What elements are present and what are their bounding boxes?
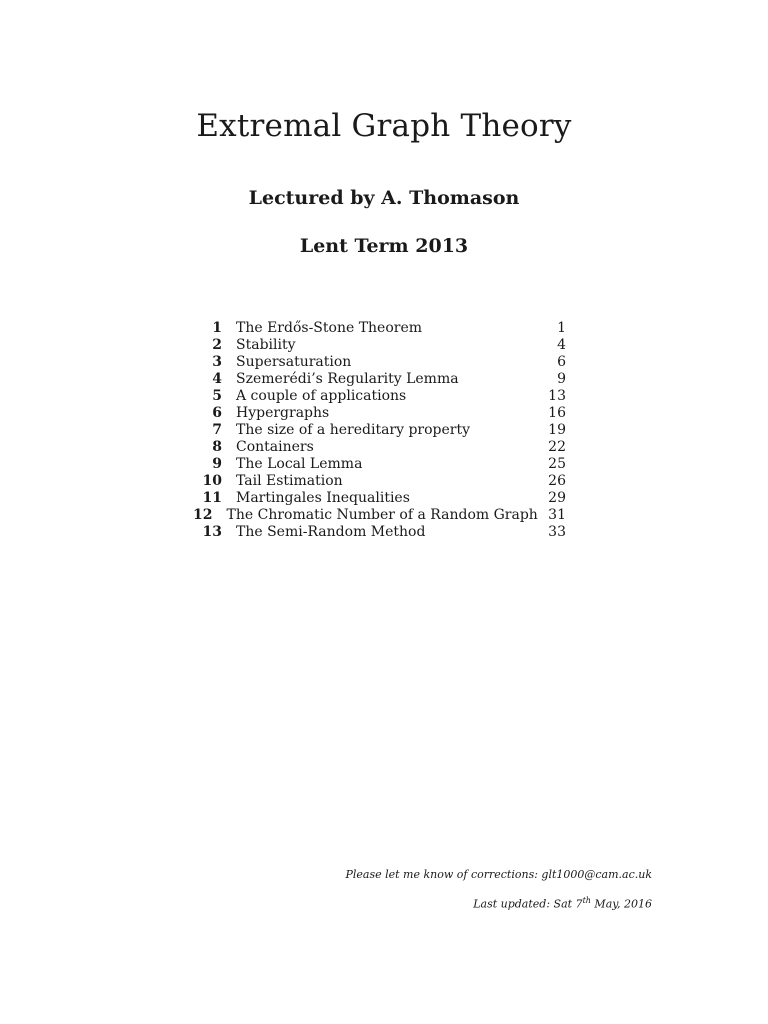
toc-entry[interactable]	[190, 473, 566, 490]
toc-number: 4	[212, 371, 222, 387]
toc-number: 10	[202, 473, 222, 489]
toc-number: 3	[212, 354, 222, 370]
toc-number: 12	[193, 507, 213, 523]
toc-title: The Erdős-Stone Theorem	[236, 320, 423, 336]
toc-entry[interactable]	[190, 371, 566, 388]
table-of-contents	[190, 320, 566, 541]
toc-page: 22	[548, 439, 566, 455]
toc-title: The Semi-Random Method	[236, 524, 426, 540]
toc-number: 2	[212, 337, 222, 353]
term-line: Lent Term 2013	[299, 235, 469, 257]
corrections-note: Please let me know of corrections: glt1000@cam.ac.uk	[345, 868, 652, 881]
toc-page: 31	[548, 507, 566, 523]
toc-number: 1	[212, 320, 222, 336]
toc-page: 33	[548, 524, 566, 540]
toc-title: A couple of applications	[236, 388, 407, 404]
last-updated-note	[473, 896, 652, 911]
toc-entry[interactable]	[190, 388, 566, 405]
toc-entry[interactable]	[190, 507, 566, 524]
toc-entry[interactable]	[190, 320, 566, 337]
toc-title: Containers	[236, 439, 314, 455]
toc-title: The Chromatic Number of a Random Graph	[226, 507, 538, 523]
toc-page: 26	[548, 473, 566, 489]
document-title: Extremal Graph Theory	[196, 108, 572, 144]
last-updated-prefix: Last updated: Sat 7	[473, 897, 583, 911]
toc-title: The size of a hereditary property	[236, 422, 471, 438]
toc-page: 25	[548, 456, 566, 472]
toc-entry[interactable]	[190, 439, 566, 456]
toc-title: The Local Lemma	[236, 456, 363, 472]
toc-number: 7	[212, 422, 222, 438]
toc-entry[interactable]	[190, 337, 566, 354]
toc-title: Supersaturation	[236, 354, 352, 370]
toc-number: 6	[212, 405, 222, 421]
last-updated-ordinal: th	[582, 896, 591, 905]
toc-page: 19	[548, 422, 566, 438]
toc-entry[interactable]	[190, 354, 566, 371]
toc-entry[interactable]	[190, 422, 566, 439]
toc-number: 8	[212, 439, 222, 455]
toc-title: Szemerédi’s Regularity Lemma	[236, 371, 459, 387]
toc-page: 13	[548, 388, 566, 404]
toc-entry[interactable]	[190, 405, 566, 422]
toc-number: 5	[212, 388, 222, 404]
toc-title: Tail Estimation	[236, 473, 343, 489]
toc-page: 6	[557, 354, 566, 370]
toc-title: Martingales Inequalities	[236, 490, 410, 506]
toc-entry[interactable]	[190, 524, 566, 541]
toc-page: 4	[557, 337, 566, 353]
toc-page: 29	[548, 490, 566, 506]
toc-title: Hypergraphs	[236, 405, 330, 421]
toc-number: 11	[202, 490, 222, 506]
toc-title: Stability	[236, 337, 296, 353]
toc-entry[interactable]	[190, 456, 566, 473]
toc-page: 9	[557, 371, 566, 387]
toc-entry[interactable]	[190, 490, 566, 507]
lecturer-line: Lectured by A. Thomason	[248, 187, 520, 209]
toc-number: 9	[212, 456, 222, 472]
toc-number: 13	[202, 524, 222, 540]
toc-page: 16	[548, 405, 566, 421]
toc-page: 1	[557, 320, 566, 336]
last-updated-suffix: May, 2016	[590, 897, 652, 911]
